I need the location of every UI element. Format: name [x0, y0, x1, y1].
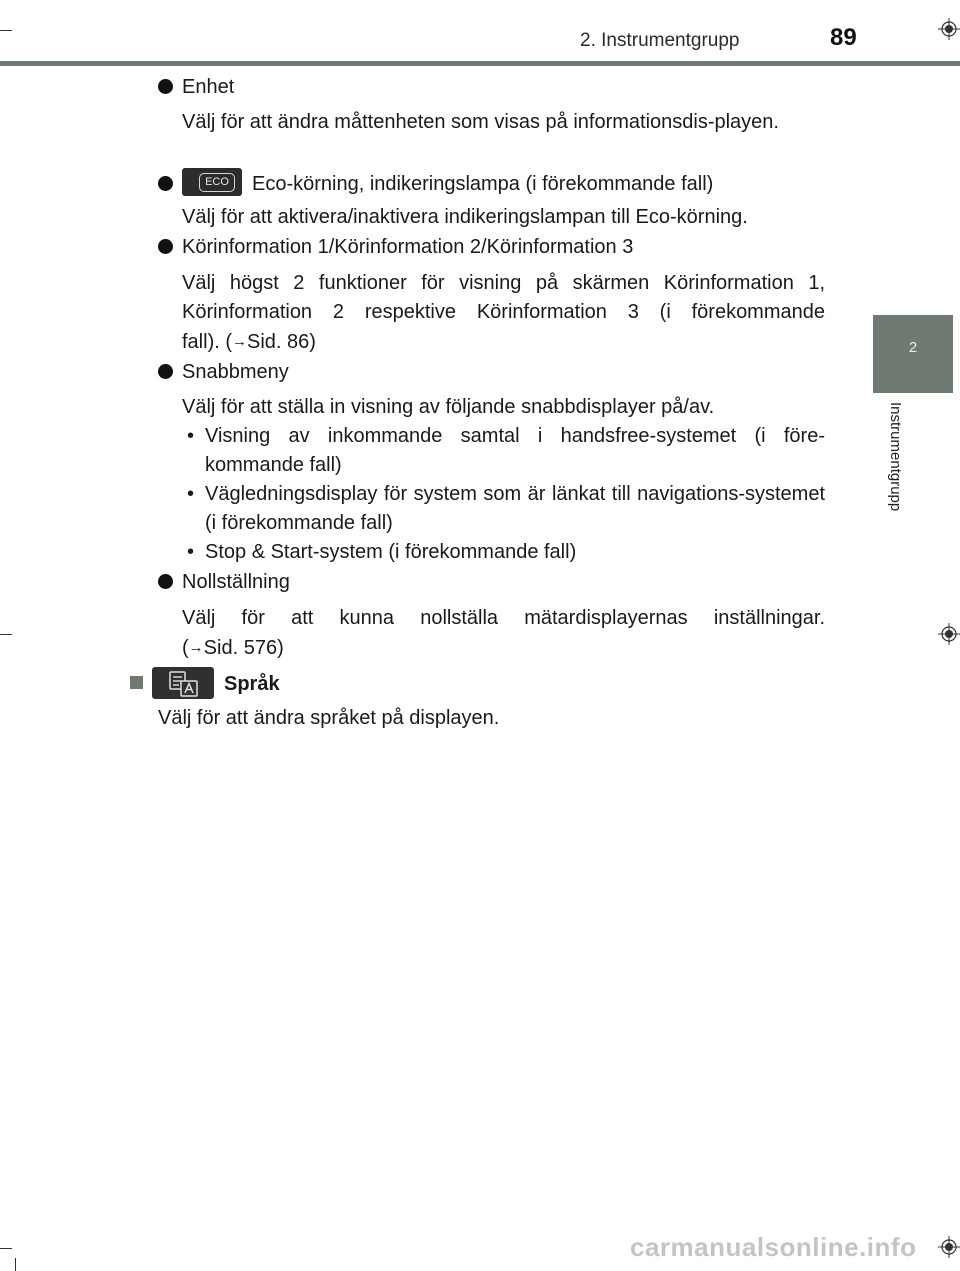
item-nollstallning-line2: [182, 633, 825, 663]
subitem-bullet-icon: •: [187, 425, 195, 447]
language-settings-icon: [152, 667, 214, 699]
chapter-tab: [873, 315, 953, 393]
registration-mark-top-right: [938, 18, 960, 40]
registration-mark-mid-right: [938, 623, 960, 645]
item-korinformation-line2: Körinformation 2 respektive Körinformation 3 (i förekommande: [182, 301, 825, 323]
item-nollstallning-line1: Välj för att kunna nollställa mätardisplayernas inställningar.: [182, 607, 825, 629]
bullet-dot-icon: [158, 79, 173, 94]
subitem-stop-start: [187, 538, 825, 567]
item-enhet-title: [158, 73, 234, 102]
bullet-dot-icon: [158, 364, 173, 379]
item-title-text: Eco-körning, indikeringslampa (i förekommande fall): [252, 173, 714, 195]
item-title-text: Snabbmeny: [182, 361, 289, 383]
subitem-bullet-icon: •: [187, 541, 195, 563]
crop-mark-bottom-left: [0, 1248, 12, 1249]
subitem-text: Stop & Start-system (i förekommande fall): [205, 541, 577, 563]
subitem-incoming-call: [187, 422, 825, 480]
eco-icon-label: ECO: [199, 173, 235, 192]
arrow-right-icon: →: [188, 639, 204, 656]
text-fragment: fall). (: [182, 331, 232, 353]
text-fragment: ): [277, 637, 284, 659]
subitem-bullet-icon: •: [187, 483, 195, 505]
item-korinformation-title: [158, 233, 633, 262]
page-reference-link[interactable]: Sid. 576: [203, 637, 278, 659]
item-snabbmeny-text: Välj för att ställa in visning av följande snabbdisplayer på/av.: [182, 396, 715, 418]
section-title-text: Språk: [224, 673, 280, 695]
text-fragment: (: [182, 637, 189, 659]
registration-mark-bottom-right: [938, 1236, 960, 1258]
header-rule: [0, 61, 960, 66]
item-enhet-text: Välj för att ändra måttenheten som visas på informationsdis-playen.: [182, 111, 779, 133]
page-number: 89: [830, 24, 857, 51]
crop-mark-left-bottom-v: [15, 1258, 16, 1271]
item-nollstallning-title: [158, 568, 290, 597]
subitem-navigation: [187, 480, 825, 538]
watermark: carmanualsonline.info: [630, 1232, 917, 1262]
item-title-text: Körinformation 1/Körinformation 2/Körinformation 3: [182, 236, 634, 258]
bullet-dot-icon: [158, 239, 173, 254]
arrow-right-icon: →: [232, 333, 247, 350]
item-eco-text: Välj för att aktivera/inaktivera indikeringslampan till Eco-körning.: [182, 206, 748, 228]
item-snabbmeny-title: [158, 358, 289, 387]
item-korinformation-line3: [182, 327, 825, 357]
section-sprak-text: Välj för att ändra språket på displayen.: [158, 707, 500, 729]
section-sprak-title: [130, 667, 280, 700]
running-header: 2. Instrumentgrupp: [580, 30, 740, 51]
eco-indicator-icon: [182, 168, 242, 196]
item-title-text: Nollställning: [182, 571, 290, 593]
item-eco-title: [158, 168, 713, 199]
bullet-dot-icon: [158, 574, 173, 589]
chapter-number: 2: [908, 339, 918, 356]
crop-mark-top-left: [0, 30, 12, 31]
section-square-icon: [130, 676, 143, 689]
item-title-text: Enhet: [182, 76, 235, 98]
page-reference-link[interactable]: Sid. 86: [247, 331, 310, 353]
subitem-text: Vägledningsdisplay för system som är länkat till navigations-systemet (i förekommande fall): [205, 483, 825, 534]
crop-mark-mid-left: [0, 634, 12, 635]
bullet-dot-icon: [158, 176, 173, 191]
subitem-text: Visning av inkommande samtal i handsfree-systemet (i före-kommande fall): [205, 425, 825, 476]
item-korinformation-line1: Välj högst 2 funktioner för visning på skärmen Körinformation 1,: [182, 272, 825, 294]
text-fragment: ): [309, 331, 316, 353]
chapter-label: Instrumentgrupp: [887, 402, 904, 512]
